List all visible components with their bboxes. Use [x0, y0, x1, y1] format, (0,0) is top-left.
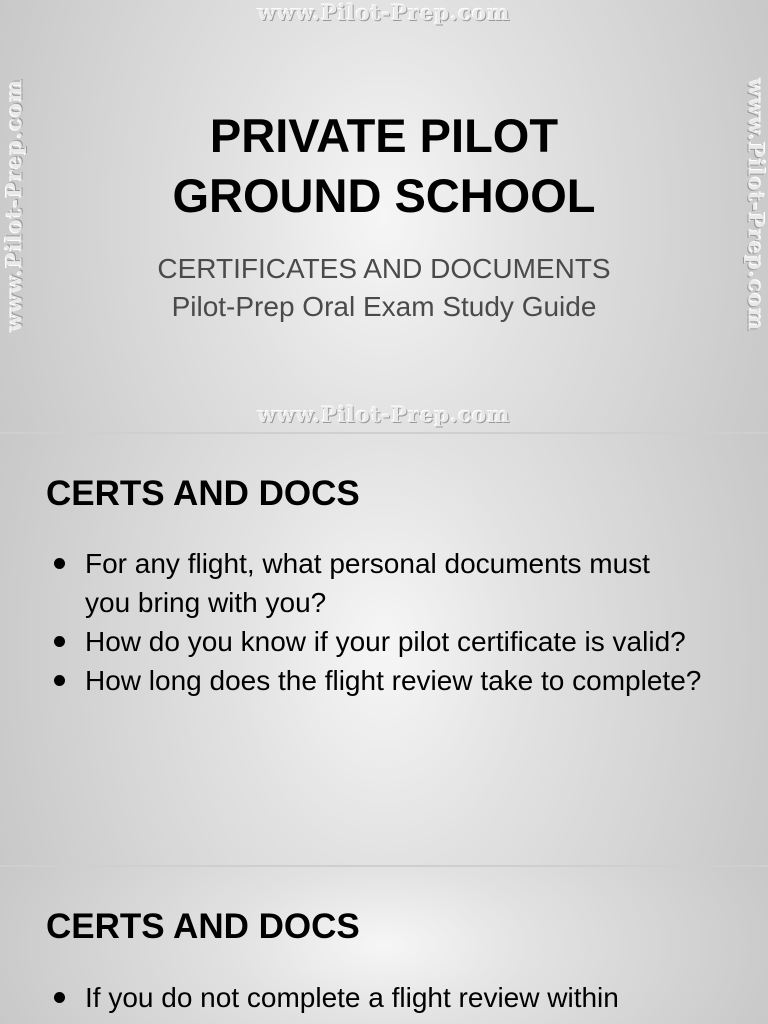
watermark-right: www.Pilot-Prep.com	[743, 78, 768, 332]
bullet-item	[52, 978, 702, 1017]
bullet-text: If you do not complete a flight review within	[85, 982, 619, 1013]
bullet-dot-icon	[54, 675, 65, 686]
subtitle-line-1: CERTIFICATES AND DOCUMENTS	[157, 253, 611, 284]
slide-heading: CERTS AND DOCS	[46, 907, 360, 946]
title-line-1: PRIVATE PILOT	[209, 109, 559, 162]
watermark-top: www.Pilot-Prep.com	[257, 0, 511, 25]
content-slide-1	[0, 434, 768, 865]
bullet-text: For any flight, what personal documents must you bring with you?	[85, 548, 650, 618]
bullet-list	[52, 978, 702, 1017]
bullet-item	[52, 661, 702, 700]
slide-heading: CERTS AND DOCS	[46, 474, 360, 513]
content-slide-2	[0, 867, 768, 1024]
slide-title	[0, 106, 768, 226]
watermark-left: www.Pilot-Prep.com	[1, 78, 27, 332]
bullet-dot-icon	[54, 636, 65, 647]
title-line-2: GROUND SCHOOL	[172, 169, 596, 222]
bullet-item	[52, 622, 702, 661]
watermark-bottom: www.Pilot-Prep.com	[257, 402, 511, 427]
slide-subtitle	[0, 250, 768, 326]
bullet-text: How long does the flight review take to complete?	[85, 665, 702, 696]
bullet-item	[52, 544, 702, 622]
subtitle-line-2: Pilot-Prep Oral Exam Study Guide	[171, 291, 597, 322]
bullet-list	[52, 544, 702, 700]
bullet-dot-icon	[54, 992, 65, 1003]
bullet-dot-icon	[54, 558, 65, 569]
title-slide	[0, 0, 768, 432]
bullet-text: How do you know if your pilot certificate is valid?	[85, 626, 686, 657]
